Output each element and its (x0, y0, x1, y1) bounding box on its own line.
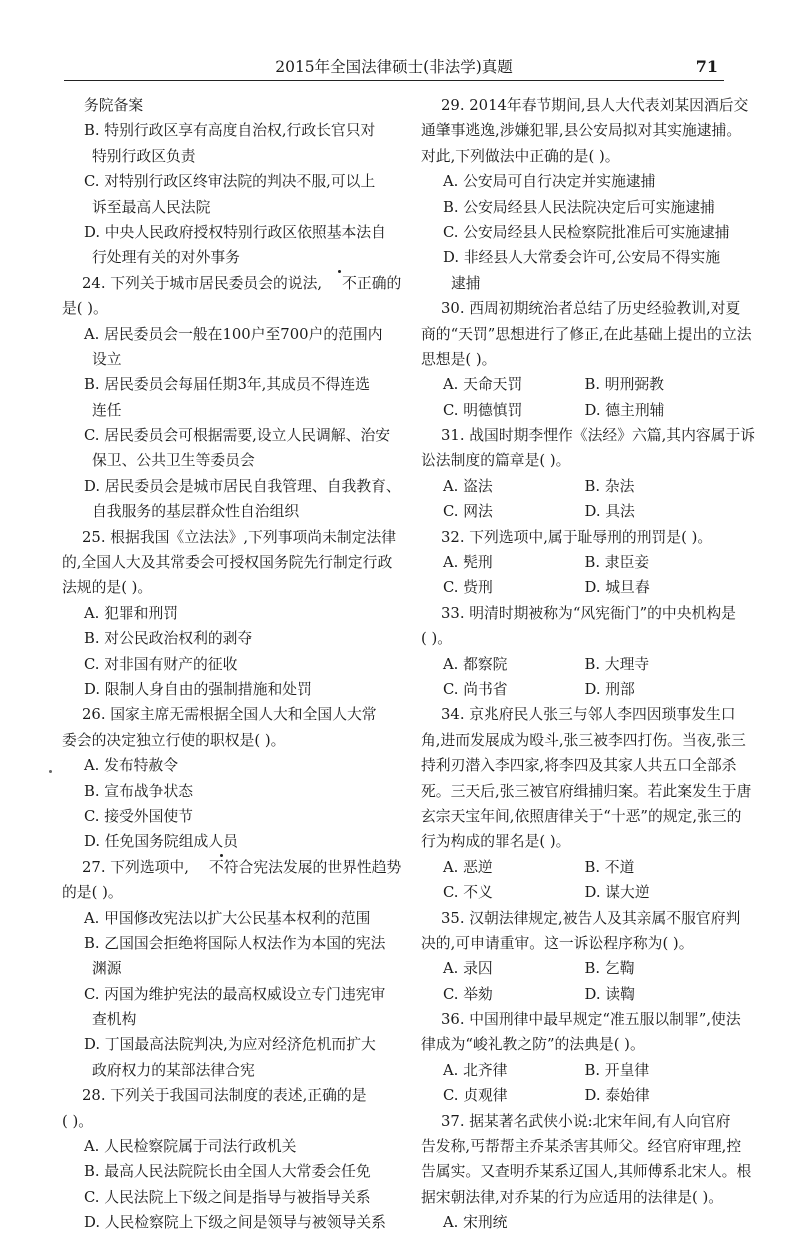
question-28-option-c: C. 人民法院上下级之间是指导与被指导关系 (84, 1188, 371, 1206)
question-31-option-b: B. 杂法 (584, 477, 635, 495)
question-25-option-c: C. 对非国有财产的征收 (84, 655, 238, 673)
question-34-option-b: B. 不道 (584, 858, 635, 876)
question-36-option-a: A. 北齐律 (443, 1061, 508, 1079)
question-30-option-d: D. 德主刑辅 (584, 401, 665, 419)
question-36-options-row1 (421, 1058, 726, 1083)
question-25-option-a: A. 犯罪和刑罚 (84, 604, 179, 622)
question-32-options-row1 (421, 550, 726, 575)
question-28-option-a: A. 人民检察院属于司法行政机关 (84, 1138, 297, 1156)
question-37-stem: 37. 据某著名武侠小说:北宋年间,有人向官府 (441, 1112, 731, 1130)
emphasis-dot-text: 不符合 (189, 855, 253, 880)
question-34-stem: 34. 京兆府民人张三与邻人李四因琐事发生口 (441, 706, 736, 724)
question-36-option-b: B. 开皇律 (584, 1061, 650, 1079)
question-31-option-c: C. 网法 (443, 503, 493, 521)
question-27-option-a: A. 甲国修改宪法以扩大公民基本权利的范围 (84, 909, 371, 927)
question-33-options-row2 (421, 677, 726, 702)
question-34-option-d: D. 谋大逆 (584, 884, 650, 902)
question-30-stem-cont: 商的“天罚”思想进行了修正,在此基础上提出的立法 (421, 325, 752, 343)
question-36-stem: 36. 中国刑律中最早规定“准五服以制罪”,使法 (441, 1011, 741, 1029)
question-27-stem-cont: 的是( )。 (62, 884, 123, 902)
question-24-option-a-cont: 设立 (92, 350, 122, 368)
page-number: 71 (695, 57, 718, 76)
question-30-option-b: B. 明刑弼教 (584, 376, 664, 394)
question-26-stem: 26. 国家主席无需根据全国人大和全国人大常 (82, 706, 377, 724)
question-32-option-c: C. 赀刑 (443, 579, 493, 597)
question-28-stem: 28. 下列关于我国司法制度的表述,正确的是 (82, 1087, 367, 1105)
question-26-option-b: B. 宣布战争状态 (84, 782, 194, 800)
question-33-option-b: B. 大理寺 (584, 655, 650, 673)
question-30-stem: 30. 西周初期统治者总结了历史经验教训,对夏 (441, 300, 741, 318)
question-31-option-d: D. 具法 (584, 503, 635, 521)
question-24-option-b-cont: 连任 (92, 401, 122, 419)
question-24-stem-a: 24. 下列关于城市居民委员会的说法, (82, 274, 323, 292)
book-title: 2015年全国法律硕士(非法学)真题 (275, 58, 513, 76)
question-35-option-c: C. 举劾 (443, 985, 493, 1003)
question-28-stem-cont: ( )。 (62, 1112, 94, 1130)
question-35-options-row2 (421, 982, 726, 1007)
question-36-option-c: C. 贞观律 (443, 1087, 508, 1105)
question-27-stem-a: 27. 下列选项中, (82, 858, 189, 876)
question-27-option-c-cont: 查机构 (92, 1011, 137, 1029)
right-column (421, 93, 756, 1236)
question-25-option-d: D. 限制人身自由的强制措施和处罚 (84, 680, 312, 698)
question-34-stem-cont4: 玄宗天宝年间,依照唐律关于“十恶”的规定,张三的 (421, 807, 742, 825)
question-23-option-b-cont: 特别行政区负责 (92, 147, 196, 165)
question-23-option-d: D. 中央人民政府授权特别行政区依照基本法自 (84, 223, 386, 241)
question-31-options-row1 (421, 474, 726, 499)
question-34-stem-cont: 角,进而发展成为殴斗,张三被李四打伤。当夜,张三 (421, 731, 746, 749)
question-37-stem-cont: 告发称,丐帮帮主乔某杀害其师父。经官府审理,控 (421, 1138, 742, 1156)
question-37-stem-cont3: 据宋朝法律,对乔某的行为应适用的法律是( )。 (421, 1188, 724, 1206)
question-33-option-c: C. 尚书省 (443, 680, 508, 698)
running-header (64, 54, 724, 81)
question-30-option-a: A. 天命天罚 (443, 376, 523, 394)
question-23-option-d-cont: 行处理有关的对外事务 (92, 249, 240, 267)
question-37-option-a: A. 宋刑统 (443, 1214, 508, 1232)
question-29-stem-cont2: 对此,下列做法中正确的是( )。 (421, 147, 620, 165)
question-34-option-a: A. 恶逆 (443, 858, 493, 876)
question-27-stem-b: 宪法发展的世界性趋势 (253, 858, 402, 876)
question-32-option-b: B. 隶臣妾 (584, 554, 650, 572)
question-26-option-a: A. 发布特赦令 (84, 757, 179, 775)
question-24-option-a: A. 居民委员会一般在100户至700户的范围内 (84, 325, 383, 343)
question-27-option-b-cont: 渊源 (92, 960, 122, 978)
question-29-option-a: A. 公安局可自行决定并实施逮捕 (443, 173, 656, 191)
question-34-options-row1 (421, 855, 726, 880)
question-36-stem-cont: 律成为“峻礼教之防”的法典是( )。 (421, 1036, 645, 1054)
question-36-options-row2 (421, 1083, 726, 1108)
question-23-option-c: C. 对特别行政区终审法院的判决不服,可以上 (84, 173, 376, 191)
question-25-option-b: B. 对公民政治权利的剥夺 (84, 630, 253, 648)
question-30-stem-cont2: 思想是( )。 (421, 350, 497, 368)
question-24-option-d-cont: 自我服务的基层群众性自治组织 (92, 503, 300, 521)
question-35-option-a: A. 录囚 (443, 960, 493, 978)
question-33-stem: 33. 明清时期被称为“风宪衙门”的中央机构是 (441, 604, 736, 622)
question-34-option-c: C. 不义 (443, 884, 493, 902)
question-34-stem-cont2: 持利刃潜入李四家,将李四及其家人共五口全部杀 (421, 757, 737, 775)
question-26-stem-cont: 委会的决定独立行使的职权是( )。 (62, 731, 286, 749)
question-28-option-d: D. 人民检察院上下级之间是领导与被领导关系 (84, 1214, 386, 1232)
question-35-stem: 35. 汉朝法律规定,被告人及其亲属不服官府判 (441, 909, 741, 927)
question-35-option-d: D. 读鞫 (584, 985, 635, 1003)
question-29-stem: 29. 2014年春节期间,县人大代表刘某因酒后交 (441, 97, 749, 114)
question-31-option-a: A. 盗法 (443, 477, 493, 495)
question-24-option-d: D. 居民委员会是城市居民自我管理、自我教育、 (84, 477, 401, 495)
question-24-option-b: B. 居民委员会每届任期3年,其成员不得连选 (84, 376, 370, 394)
question-31-stem-cont: 讼法制度的篇章是( )。 (421, 452, 571, 470)
question-35-options-row1 (421, 956, 726, 981)
question-33-option-a: A. 都察院 (443, 655, 508, 673)
question-37-stem-cont2: 告属实。又查明乔某系辽国人,其师傅系北宋人。根 (421, 1163, 752, 1181)
question-32-options-row2 (421, 575, 726, 600)
question-29-stem-cont: 通肇事逃逸,涉嫌犯罪,县公安局拟对其实施逮捕。 (421, 122, 742, 140)
question-31-options-row2 (421, 499, 726, 524)
question-23-option-b: B. 特别行政区享有高度自治权,行政长官只对 (84, 122, 376, 140)
question-32-stem: 32. 下列选项中,属于耻辱刑的刑罚是( )。 (441, 528, 713, 546)
question-30-options-row2 (421, 398, 726, 423)
question-34-stem-cont5: 行为构成的罪名是( )。 (421, 833, 571, 851)
question-27-option-d: D. 丁国最高法院判决,为应对经济危机而扩大 (84, 1036, 376, 1054)
question-32-option-d: D. 城旦舂 (584, 579, 650, 597)
question-27-option-d-cont: 政府权力的某部法律合宪 (92, 1061, 255, 1079)
question-24-option-c-cont: 保卫、公共卫生等委员会 (92, 452, 255, 470)
scan-speck (49, 770, 52, 773)
question-23-tail: 务院备案 (84, 97, 144, 114)
question-25-stem-cont: 的,全国人大及其常委会可授权国务院先行制定行政 (62, 554, 393, 572)
left-column (62, 93, 402, 1236)
question-25-stem: 25. 根据我国《立法法》,下列事项尚未制定法律 (82, 528, 397, 546)
question-27-stem (62, 855, 402, 880)
question-34-options-row2 (421, 880, 726, 905)
question-23-option-c-cont: 诉至最高人民法院 (92, 198, 211, 216)
question-24-stem (62, 271, 402, 296)
question-31-stem: 31. 战国时期李悝作《法经》六篇,其内容属于诉 (441, 427, 756, 445)
emphasis-dot-text: 不 (322, 271, 357, 296)
question-24-stem-b: 正确的 (356, 274, 402, 292)
question-33-option-d: D. 刑部 (584, 680, 635, 698)
question-34-stem-cont3: 死。三天后,张三被官府缉捕归案。若此案发生于唐 (421, 782, 752, 800)
question-25-stem-cont2: 法规的是( )。 (62, 579, 153, 597)
question-27-option-c: C. 丙国为维护宪法的最高权威设立专门违宪审 (84, 985, 386, 1003)
question-33-options-row1 (421, 652, 726, 677)
question-27-option-b: B. 乙国国会拒绝将国际人权法作为本国的宪法 (84, 934, 386, 952)
question-24-stem-cont: 是( )。 (62, 300, 108, 318)
question-26-option-c: C. 接受外国使节 (84, 807, 193, 825)
question-30-options-row1 (421, 372, 726, 397)
question-36-option-d: D. 泰始律 (584, 1087, 650, 1105)
question-29-option-c: C. 公安局经县人民检察院批准后可实施逮捕 (443, 223, 730, 241)
question-35-stem-cont: 决的,可申请重审。这一诉讼程序称为( )。 (421, 934, 694, 952)
question-24-option-c: C. 居民委员会可根据需要,设立人民调解、治安 (84, 427, 391, 445)
question-33-stem-cont: ( )。 (421, 630, 453, 648)
question-29-option-b: B. 公安局经县人民法院决定后可实施逮捕 (443, 198, 715, 216)
question-28-option-b: B. 最高人民法院院长由全国人大常委会任免 (84, 1163, 371, 1181)
question-26-option-d: D. 任免国务院组成人员 (84, 833, 238, 851)
question-29-option-d-cont: 逮捕 (451, 274, 481, 292)
question-29-option-d: D. 非经县人大常委会许可,公安局不得实施 (443, 249, 720, 267)
question-35-option-b: B. 乞鞫 (584, 960, 635, 978)
question-32-option-a: A. 髡刑 (443, 554, 493, 572)
question-30-option-c: C. 明德慎罚 (443, 401, 523, 419)
